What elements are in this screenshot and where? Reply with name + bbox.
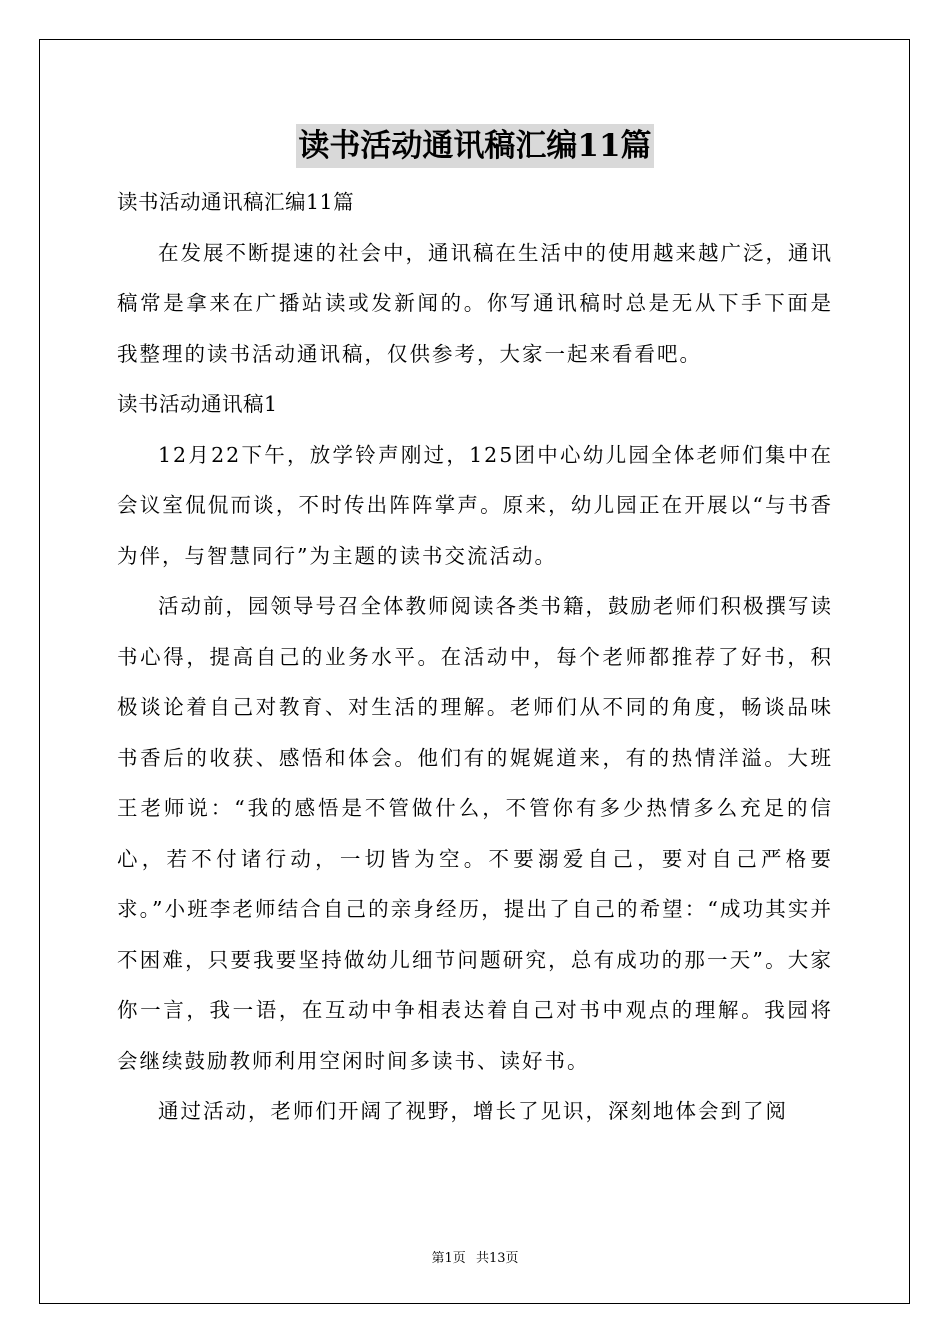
subtitle-line: 读书活动通讯稿汇编11篇 xyxy=(117,190,355,214)
page-number: 第1页 xyxy=(431,1251,466,1266)
section-heading: 读书活动通讯稿1 xyxy=(117,392,278,416)
page-footer xyxy=(0,1247,950,1266)
document-body xyxy=(117,177,833,1137)
document-title: 读书活动通讯稿汇编11篇 xyxy=(296,124,653,168)
body-paragraph: 活动前，园领导号召全体教师阅读各类书籍，鼓励老师们积极撰写读书心得，提高自己的业务水平。在活动中，每个老师都推荐了好书，积极谈论着自己对教育、对生活的理解。老师们从不同的角度，畅谈品味书香后的收获、感悟和体会。他们有的娓娓道来，有的热情洋溢。大班王老师说：“我的感悟是不管做什么，不管你有多少热情多么充足的信心，若不付诸行动，一切皆为空。不要溺爱自己，要对自己严格要求。”小班李老师结合自己的亲身经历，提出了自己的希望：“成功其实并不困难，只要我要坚持做幼儿细节问题研究，总有成功的那一天”。大家你一言，我一语，在互动中争相表达着自己对书中观点的理解。我园将会继续鼓励教师利用空闲时间多读书、读好书。 xyxy=(117,594,833,1073)
page-total: 共13页 xyxy=(475,1251,519,1266)
body-paragraph: 通过活动，老师们开阔了视野，增长了见识，深刻地体会到了阅 xyxy=(158,1099,788,1123)
title-container xyxy=(0,124,950,168)
intro-paragraph: 在发展不断提速的社会中，通讯稿在生活中的使用越来越广泛，通讯稿常是拿来在广播站读或发新闻的。你写通讯稿时总是无从下手下面是我整理的读书活动通讯稿，仅供参考，大家一起来看看吧。 xyxy=(117,240,833,366)
body-paragraph: 12月22下午，放学铃声刚过，125团中心幼儿园全体老师们集中在会议室侃侃而谈，不时传出阵阵掌声。原来，幼儿园正在开展以“与书香为伴，与智慧同行”为主题的读书交流活动。 xyxy=(117,442,833,568)
